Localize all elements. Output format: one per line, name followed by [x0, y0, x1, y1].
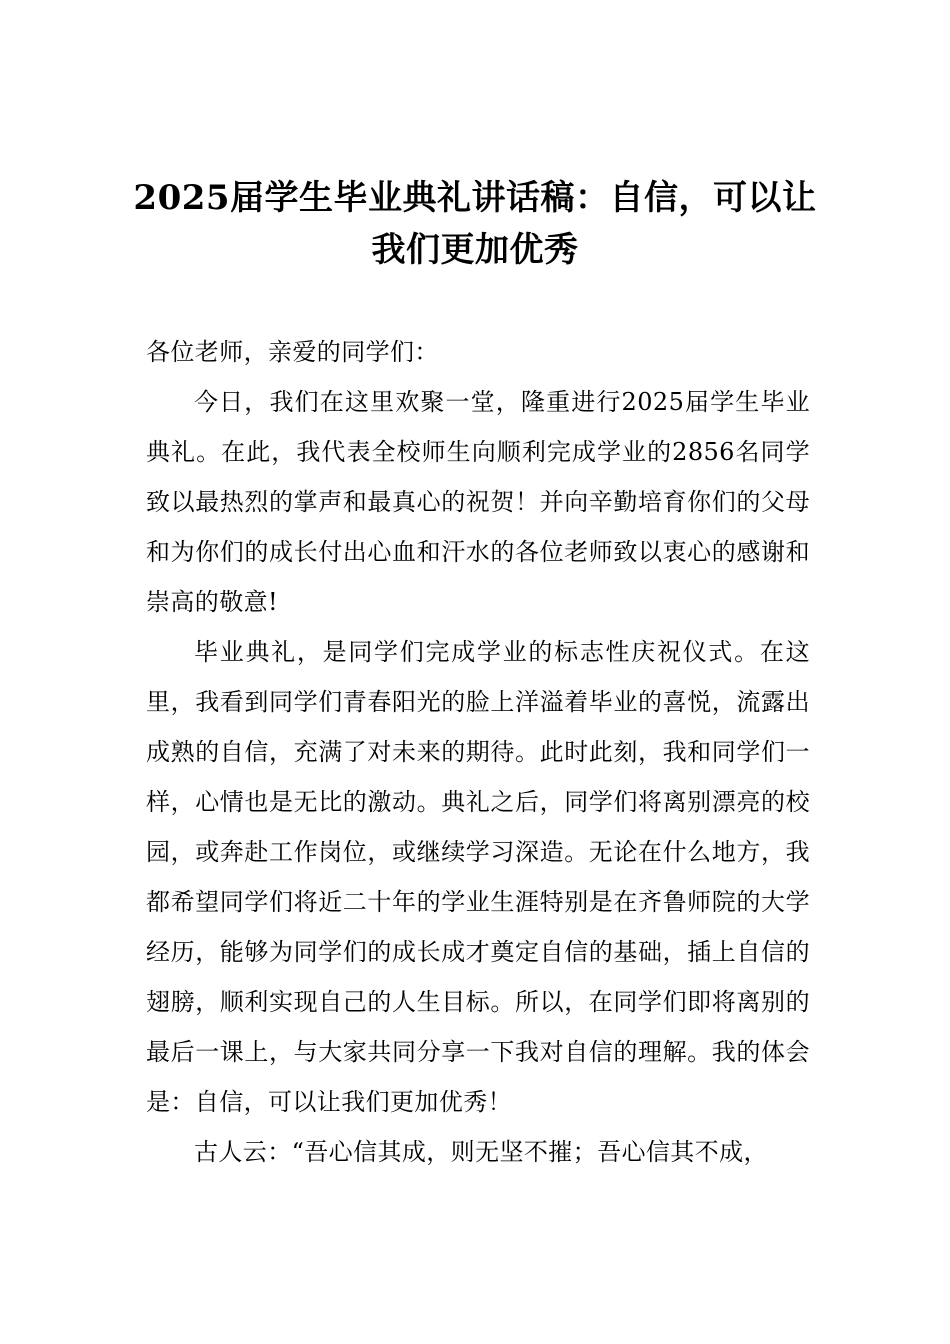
- paragraph-3: 古人云：“吾心信其成，则无坚不摧；吾心信其不成，: [194, 1138, 768, 1166]
- salutation: 各位老师，亲爱的同学们：: [146, 338, 439, 366]
- document-title: 2025届学生毕业典礼讲话稿：自信，可以让我们更加优秀: [133, 178, 817, 270]
- paragraph-1: 今日，我们在这里欢聚一堂，隆重进行2025届学生毕业典礼。在此，我代表全校师生向顺利完成学业的2856名同学致以最热烈的掌声和最真心的祝贺！并向辛勤培育你们的父母和为你们的成长付出心血和汗水的各位老师致以衷心的感谢和崇高的敬意!: [146, 388, 810, 616]
- document-body: [146, 327, 810, 1177]
- paragraph-2: 毕业典礼，是同学们完成学业的标志性庆祝仪式。在这里，我看到同学们青春阳光的脸上洋溢着毕业的喜悦，流露出成熟的自信，充满了对未来的期待。此时此刻，我和同学们一样，心情也是无比的激动。典礼之后，同学们将离别漂亮的校园，或奔赴工作岗位，或继续学习深造。无论在什么地方，我都希望同学们将近二十年的学业生涯特别是在齐鲁师院的大学经历，能够为同学们的成长成才奠定自信的基础，插上自信的翅膀，顺利实现自己的人生目标。所以，在同学们即将离别的最后一课上，与大家共同分享一下我对自信的理解。我的体会是：自信，可以让我们更加优秀！: [146, 638, 810, 1116]
